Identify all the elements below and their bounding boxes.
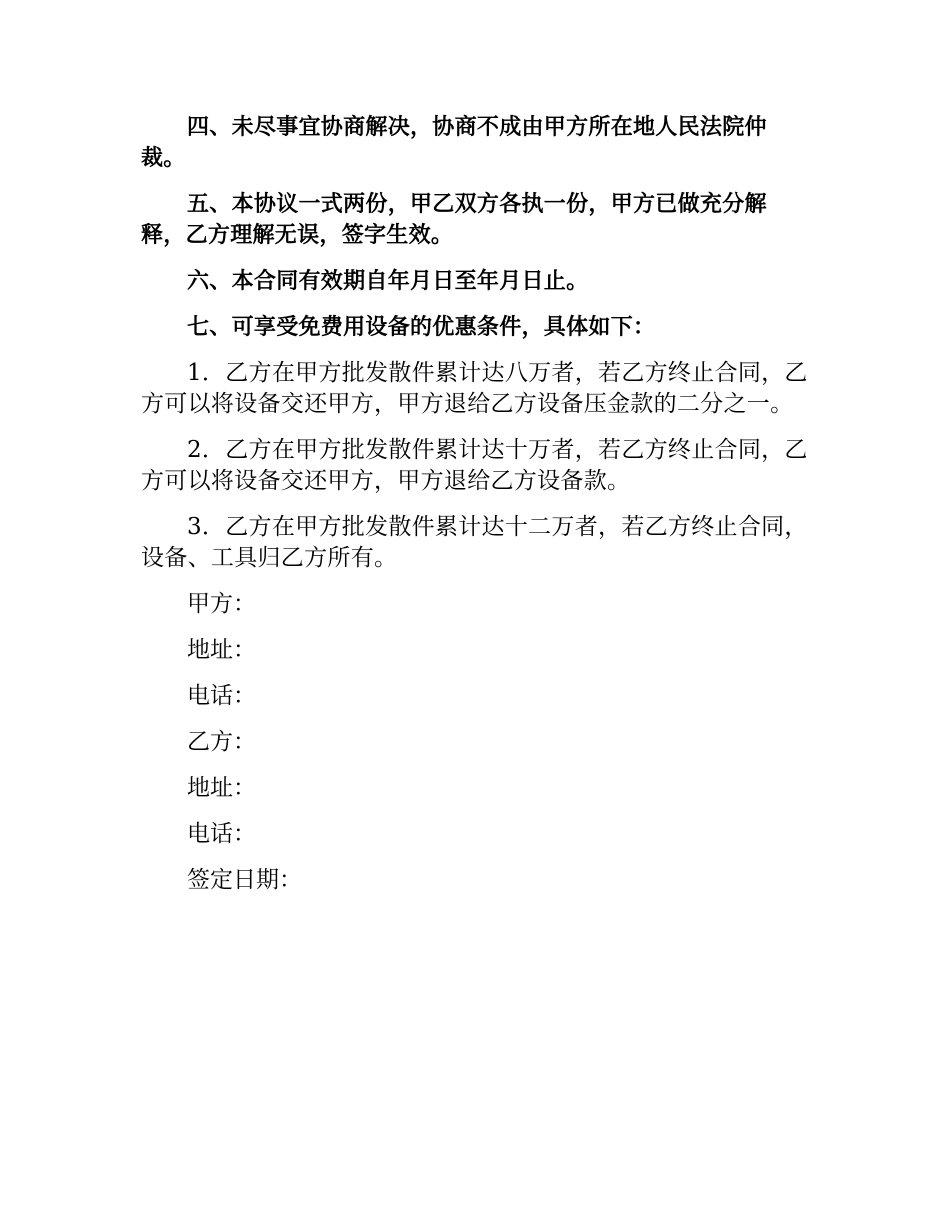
clause-4: 四、未尽事宜协商解决，协商不成由甲方所在地人民法院仲裁。 xyxy=(141,115,767,171)
document-body xyxy=(141,112,811,911)
condition-3: 3．乙方在甲方批发散件累计达十二万者，若乙方终止合同，设备、工具归乙方所有。 xyxy=(141,514,808,571)
party-a-address-label: 地址： xyxy=(187,637,256,663)
condition-2: 2．乙方在甲方批发散件累计达十万者，若乙方终止合同，乙方可以将设备交还甲方，甲方退给乙方设备款。 xyxy=(141,437,808,494)
party-b-phone-label: 电话： xyxy=(187,821,256,847)
party-b-label: 乙方： xyxy=(187,729,256,755)
party-a-label: 甲方： xyxy=(187,591,256,617)
party-a-phone-label: 电话： xyxy=(187,683,256,709)
condition-1: 1．乙方在甲方批发散件累计达八万者，若乙方终止合同，乙方可以将设备交还甲方，甲方退给乙方设备压金款的二分之一。 xyxy=(141,360,808,417)
clause-6: 六、本合同有效期自年月日至年月日止。 xyxy=(187,269,589,294)
clause-7: 七、可享受免费用设备的优惠条件，具体如下： xyxy=(187,315,656,340)
clause-5: 五、本协议一式两份，甲乙双方各执一份，甲方已做充分解释，乙方理解无误，签字生效。 xyxy=(141,192,767,248)
party-b-address-label: 地址： xyxy=(187,775,256,801)
sign-date-label: 签定日期： xyxy=(187,867,302,893)
